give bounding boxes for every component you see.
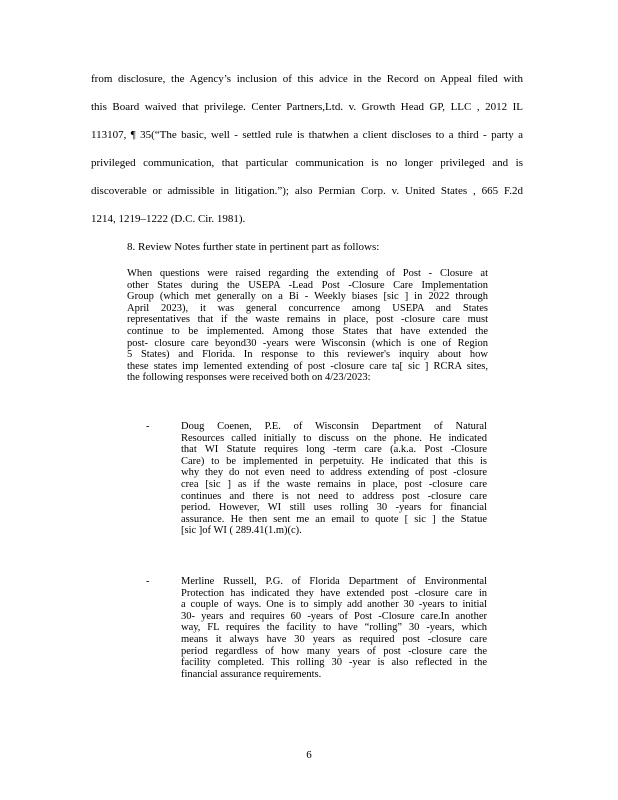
bullet-line: Merline Russell, P.G. of Florida Department of Environmental [181,576,487,587]
bullet-marker: - [146,576,150,587]
block-quote [127,268,488,384]
bullet-line: why they do not even need to address extending of post -closure [181,467,487,479]
body-line: 113107, ¶ 35(“The basic, well - settled rule is thatwhen a client discloses to a third - party a [91,129,523,141]
bullet-line: Doug Coenen, P.E. of Wisconsin Department of Natural [181,421,487,432]
body-line: discoverable or admissible in litigation.”); also Permian Corp. v. United States , 665 F.2d [91,185,523,197]
bullet-line: crea [sic ] as if the waste remains in place, post -closure care [181,478,487,490]
quote-line: post- closure care beyond30 -years were Wisconsin (which is one of Region [127,337,488,349]
bullet-marker: - [146,421,150,432]
quote-line: Group (which met generally on a Bi - Weekly biases [sic ] in 2022 through [127,291,488,303]
quote-line: 5 States) and Florida. In response to this reviewer's inquiry about how [127,349,488,361]
body-line: 1214, 1219–1222 (D.C. Cir. 1981). [91,213,246,225]
bullet-item-coenen [181,421,487,537]
bullet-line: continues and there is not need to address post -closure care [181,490,487,502]
paragraph-8-intro: 8. Review Notes further state in pertinent part as follows: [127,241,380,253]
quote-line: representatives that if the waste remains in place, post -closure care must [127,314,488,326]
bullet-line: Protection has indicated they have extended post -closure care in [181,587,487,599]
bullet-line: [sic ]of WI ( 289.41(1.m)(c). [181,525,302,537]
quote-line: other States during the USEPA -Lead Post -Closure Care Implementation [127,279,488,291]
quote-line: these states imp lemented extending of post -closure care ta[ sic ] RCRA sites, [127,360,488,372]
bullet-line: way, FL requires the facility to have “rolling” 30 -years, which [181,622,487,634]
page-number: 6 [306,749,312,761]
quote-line: When questions were raised regarding the extending of Post - Closure at [127,268,488,279]
bullet-line: financial assurance requirements. [181,668,322,680]
body-line: this Board waived that privilege. Center Partners,Ltd. v. Growth Head GP, LLC , 2012 IL [91,101,523,113]
bullet-line: 30- years and requires 60 -years of Post -Closure care.In another [181,610,487,622]
bullet-line: period. However, WI still uses rolling 30 -years for financial [181,502,487,514]
bullet-line: period regardless of how many years of post -closure care the [181,645,487,657]
bullet-line: assurance. He then sent me an email to quote [ sic ] the Statue [181,513,487,525]
quote-line: April 2023), it was general concurrence among USEPA and States [127,302,488,314]
bullet-line: Care) to be implemented in perpetuity. He indicated that this is [181,455,487,467]
bullet-line: facility completed. This rolling 30 -year is also reflected in the [181,657,487,669]
quote-line: continue to be implemented. Among those States that have extended the [127,325,488,337]
bullet-line: a couple of ways. One is to simply add another 30 -years to initial [181,599,487,611]
bullet-line: means it always have 30 years as required post -closure care [181,633,487,645]
bullet-item-russell [181,576,487,680]
quote-line: the following responses were received both on 4/23/2023: [127,372,371,384]
body-line: from disclosure, the Agency’s inclusion of this advice in the Record on Appeal filed with [91,73,523,85]
bullet-line: Resources called initially to discuss on the phone. He indicated [181,432,487,444]
bullet-line: that WI Statute requires long -term care (a.k.a. Post -Closure [181,444,487,456]
body-line: privileged communication, that particular communication is no longer privileged and is [91,157,523,169]
